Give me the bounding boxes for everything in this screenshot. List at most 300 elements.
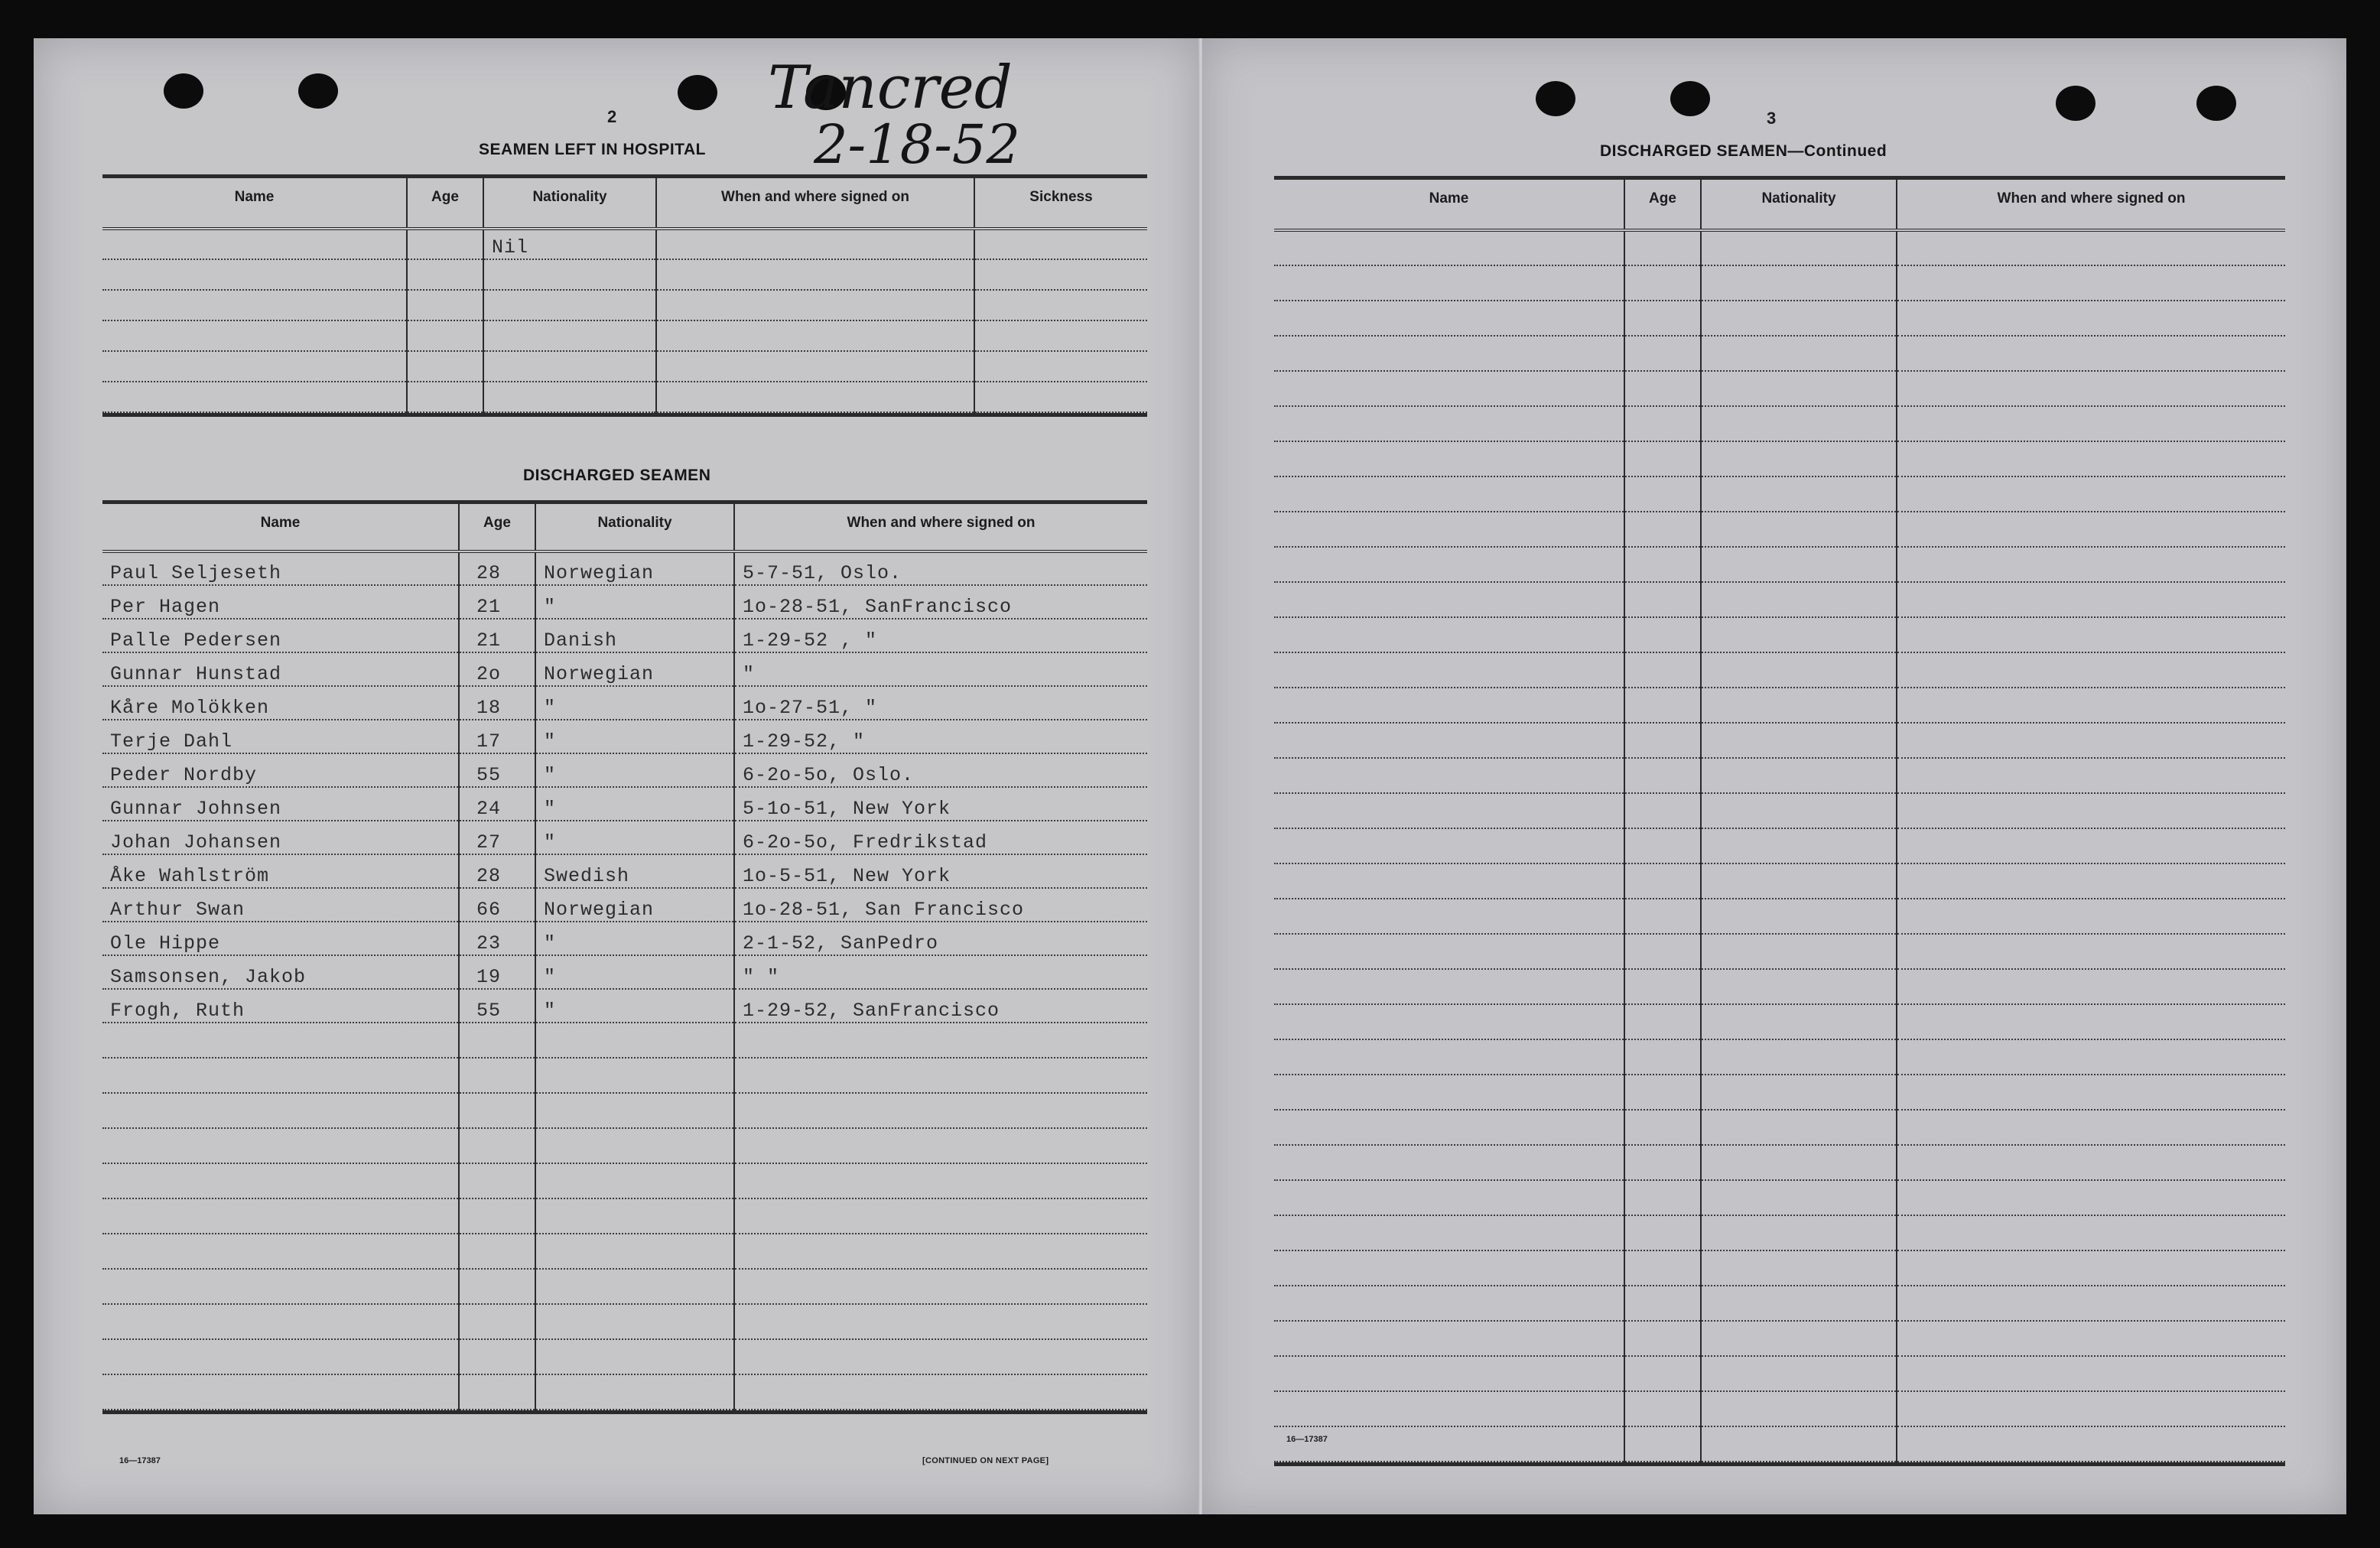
table-cell	[1897, 652, 2285, 688]
table-cell	[1897, 1215, 2285, 1250]
table-cell: Åke Wahlström	[102, 854, 459, 888]
table-cell	[483, 320, 656, 351]
table-cell	[1624, 371, 1701, 406]
table-cell	[1701, 371, 1897, 406]
table-cell: 1o-27-51, "	[734, 686, 1147, 720]
table-cell	[656, 259, 974, 290]
hospital-table	[102, 174, 1147, 417]
table-cell	[1701, 652, 1897, 688]
table-cell	[734, 1374, 1147, 1410]
table-cell	[1274, 301, 1624, 336]
table-cell: 55	[459, 753, 535, 787]
table-cell	[1274, 1321, 1624, 1356]
table-cell	[1274, 476, 1624, 512]
table-cell	[102, 320, 407, 351]
table-cell	[1897, 1110, 2285, 1145]
table-row	[102, 720, 1147, 753]
table-row	[102, 382, 1147, 412]
table-bottom-rule	[1274, 1462, 2285, 1465]
table-row	[102, 1304, 1147, 1339]
table-cell	[1274, 547, 1624, 582]
table-cell	[1897, 1180, 2285, 1215]
table-cell: Swedish	[535, 854, 734, 888]
table-cell: 19	[459, 955, 535, 989]
table-row	[1274, 1426, 2285, 1462]
table-cell	[1274, 406, 1624, 441]
table-cell: Danish	[535, 619, 734, 652]
table-cell	[656, 229, 974, 259]
table-cell	[1274, 336, 1624, 371]
table-cell	[1624, 301, 1701, 336]
table-cell	[1897, 758, 2285, 793]
table-row	[102, 652, 1147, 686]
table-cell	[1274, 1145, 1624, 1180]
table-cell	[1274, 723, 1624, 758]
table-cell: 2-1-52, SanPedro	[734, 922, 1147, 955]
punch-hole	[298, 73, 338, 109]
table-cell	[1624, 265, 1701, 301]
table-cell	[974, 229, 1147, 259]
table-cell	[1897, 301, 2285, 336]
table-cell: Arthur Swan	[102, 888, 459, 922]
table-cell	[1701, 1426, 1897, 1462]
table-row	[102, 1163, 1147, 1198]
table-cell: 1-29-52, "	[734, 720, 1147, 753]
discharged-continued-table	[1274, 176, 2285, 1466]
table-row	[102, 922, 1147, 955]
col-header-age: Age	[1624, 178, 1701, 230]
table-cell	[1701, 1180, 1897, 1215]
table-cell	[459, 1058, 535, 1093]
table-row	[102, 1234, 1147, 1269]
table-row	[1274, 758, 2285, 793]
table-row	[1274, 1356, 2285, 1391]
table-cell	[1701, 828, 1897, 863]
handwritten-vessel-name: Tancred	[768, 54, 1013, 122]
form-number: 16—17387	[119, 1456, 161, 1465]
table-cell	[1274, 1004, 1624, 1039]
table-cell	[1701, 1110, 1897, 1145]
table-cell: Ole Hippe	[102, 922, 459, 955]
left-page	[34, 38, 1199, 1514]
table-cell: "	[535, 955, 734, 989]
table-cell	[1701, 1075, 1897, 1110]
table-cell	[1624, 969, 1701, 1004]
table-cell	[1701, 793, 1897, 828]
table-row	[102, 686, 1147, 720]
table-cell	[1701, 969, 1897, 1004]
table-row	[1274, 1391, 2285, 1426]
table-row	[102, 1269, 1147, 1304]
table-cell	[1274, 688, 1624, 723]
table-cell	[1701, 1215, 1897, 1250]
table-row	[102, 888, 1147, 922]
col-header-age: Age	[459, 502, 535, 551]
table-cell	[1897, 793, 2285, 828]
table-cell	[1897, 828, 2285, 863]
table-row	[1274, 793, 2285, 828]
table-cell: Norwegian	[535, 551, 734, 585]
table-cell	[1624, 1004, 1701, 1039]
table-row	[102, 619, 1147, 652]
table-cell	[1624, 828, 1701, 863]
col-header-signed-on: When and where signed on	[656, 177, 974, 229]
table-cell: "	[535, 720, 734, 753]
table-cell	[1701, 1250, 1897, 1286]
table-cell: Per Hagen	[102, 585, 459, 619]
table-cell	[1274, 1110, 1624, 1145]
table-cell	[1624, 406, 1701, 441]
table-row	[102, 1058, 1147, 1093]
table-cell	[459, 1374, 535, 1410]
table-cell: Kåre Molökken	[102, 686, 459, 720]
table-cell	[459, 1163, 535, 1198]
table-cell	[1274, 793, 1624, 828]
table-cell	[1274, 969, 1624, 1004]
table-cell: 28	[459, 854, 535, 888]
table-cell	[1701, 1286, 1897, 1321]
table-row	[102, 259, 1147, 290]
table-cell: Norwegian	[535, 888, 734, 922]
table-cell	[1624, 899, 1701, 934]
table-cell: 24	[459, 787, 535, 821]
table-cell	[1624, 617, 1701, 652]
table-row	[102, 351, 1147, 382]
table-cell	[102, 1304, 459, 1339]
page-number: 3	[1767, 109, 1777, 128]
table-cell	[535, 1304, 734, 1339]
table-row	[1274, 336, 2285, 371]
table-cell	[535, 1093, 734, 1128]
table-cell: 5-7-51, Oslo.	[734, 551, 1147, 585]
table-cell	[1624, 1286, 1701, 1321]
table-cell	[407, 259, 483, 290]
table-cell	[1897, 617, 2285, 652]
table-cell	[102, 1198, 459, 1234]
table-cell	[1897, 1426, 2285, 1462]
table-cell	[535, 1163, 734, 1198]
table-cell	[459, 1198, 535, 1234]
discharged-section-title: DISCHARGED SEAMEN	[523, 467, 711, 484]
table-cell	[1701, 1321, 1897, 1356]
table-cell	[1701, 1145, 1897, 1180]
table-cell: " "	[734, 955, 1147, 989]
table-cell	[1274, 1075, 1624, 1110]
col-header-nationality: Nationality	[535, 502, 734, 551]
table-cell	[1274, 582, 1624, 617]
table-cell	[1701, 934, 1897, 969]
table-cell: 18	[459, 686, 535, 720]
table-cell	[1624, 336, 1701, 371]
table-cell	[1274, 1215, 1624, 1250]
table-cell	[1897, 723, 2285, 758]
table-cell	[1274, 265, 1624, 301]
table-cell	[483, 382, 656, 412]
table-cell	[1897, 1145, 2285, 1180]
table-bottom-rule	[102, 1410, 1147, 1413]
table-cell: 27	[459, 821, 535, 854]
table-cell	[1274, 230, 1624, 265]
table-cell	[1624, 1356, 1701, 1391]
table-cell	[1624, 1391, 1701, 1426]
table-cell	[734, 1304, 1147, 1339]
table-cell	[1897, 1075, 2285, 1110]
table-cell	[459, 1269, 535, 1304]
table-cell	[483, 351, 656, 382]
table-cell	[734, 1128, 1147, 1163]
table-row	[102, 1093, 1147, 1128]
table-bottom-rule	[102, 412, 1147, 415]
table-row	[1274, 230, 2285, 265]
table-cell	[734, 1234, 1147, 1269]
table-cell	[407, 382, 483, 412]
table-cell	[734, 1093, 1147, 1128]
table-cell	[102, 1163, 459, 1198]
table-cell	[1897, 336, 2285, 371]
col-header-signed-on: When and where signed on	[734, 502, 1147, 551]
table-cell	[1701, 301, 1897, 336]
table-cell	[656, 290, 974, 320]
table-row	[1274, 934, 2285, 969]
table-cell	[1274, 828, 1624, 863]
table-cell	[535, 1058, 734, 1093]
table-cell	[1274, 863, 1624, 899]
table-cell: 6-2o-5o, Fredrikstad	[734, 821, 1147, 854]
table-row	[1274, 371, 2285, 406]
table-cell	[102, 229, 407, 259]
table-cell	[734, 1269, 1147, 1304]
table-cell	[1274, 1391, 1624, 1426]
table-cell	[459, 1093, 535, 1128]
table-cell	[1624, 441, 1701, 476]
page-number: 2	[607, 107, 617, 126]
table-cell	[535, 1128, 734, 1163]
col-header-sickness: Sickness	[974, 177, 1147, 229]
table-cell	[1274, 1180, 1624, 1215]
table-cell	[1274, 512, 1624, 547]
table-cell	[1897, 1039, 2285, 1075]
table-row	[1274, 863, 2285, 899]
table-row	[1274, 1075, 2285, 1110]
table-row	[102, 551, 1147, 585]
table-cell: 28	[459, 551, 535, 585]
table-cell	[1624, 476, 1701, 512]
table-cell: "	[535, 753, 734, 787]
col-header-signed-on: When and where signed on	[1897, 178, 2285, 230]
table-cell	[1274, 1039, 1624, 1075]
table-cell	[535, 1198, 734, 1234]
punch-hole	[1670, 81, 1710, 116]
table-row	[1274, 652, 2285, 688]
table-cell	[1274, 617, 1624, 652]
table-cell	[1624, 1075, 1701, 1110]
table-cell	[974, 351, 1147, 382]
table-row	[1274, 828, 2285, 863]
col-header-age: Age	[407, 177, 483, 229]
table-cell: "	[535, 922, 734, 955]
hospital-section-title: SEAMEN LEFT IN HOSPITAL	[479, 141, 706, 158]
table-cell	[535, 1269, 734, 1304]
table-cell	[1897, 969, 2285, 1004]
table-cell: "	[535, 989, 734, 1023]
table-cell	[974, 382, 1147, 412]
table-cell	[459, 1023, 535, 1058]
table-cell	[1897, 441, 2285, 476]
col-header-name: Name	[102, 177, 407, 229]
table-cell: Peder Nordby	[102, 753, 459, 787]
table-row	[1274, 1110, 2285, 1145]
table-cell	[1624, 1110, 1701, 1145]
col-header-name: Name	[102, 502, 459, 551]
table-row	[102, 821, 1147, 854]
table-cell	[1624, 1180, 1701, 1215]
table-cell	[1274, 441, 1624, 476]
punch-hole	[1536, 81, 1575, 116]
table-row	[1274, 1286, 2285, 1321]
table-cell	[102, 290, 407, 320]
table-cell: "	[535, 686, 734, 720]
table-cell	[1274, 1356, 1624, 1391]
table-cell	[1897, 1321, 2285, 1356]
table-cell	[656, 382, 974, 412]
table-cell: Palle Pedersen	[102, 619, 459, 652]
table-row	[1274, 1145, 2285, 1180]
table-cell	[407, 351, 483, 382]
table-row	[1274, 617, 2285, 652]
table-cell	[1897, 899, 2285, 934]
table-cell: Samsonsen, Jakob	[102, 955, 459, 989]
table-cell	[102, 1058, 459, 1093]
table-cell	[1624, 1321, 1701, 1356]
table-row	[1274, 1004, 2285, 1039]
table-cell	[102, 1234, 459, 1269]
table-cell	[1897, 547, 2285, 582]
table-row	[1274, 1039, 2285, 1075]
table-cell	[102, 1128, 459, 1163]
table-cell	[974, 259, 1147, 290]
table-cell	[656, 351, 974, 382]
table-cell	[1897, 1286, 2285, 1321]
table-cell: "	[734, 652, 1147, 686]
table-cell	[1274, 899, 1624, 934]
table-cell: 1-29-52 , "	[734, 619, 1147, 652]
table-cell	[407, 320, 483, 351]
table-cell	[1897, 265, 2285, 301]
table-cell	[1701, 1039, 1897, 1075]
table-cell: 1o-28-51, San Francisco	[734, 888, 1147, 922]
punch-hole	[2056, 86, 2096, 121]
table-cell: Paul Seljeseth	[102, 551, 459, 585]
table-cell: 21	[459, 619, 535, 652]
table-row	[1274, 969, 2285, 1004]
table-cell	[1624, 230, 1701, 265]
col-header-nationality: Nationality	[1701, 178, 1897, 230]
table-row	[1274, 441, 2285, 476]
table-row	[102, 989, 1147, 1023]
table-cell	[1274, 934, 1624, 969]
table-row	[102, 1374, 1147, 1410]
table-cell	[535, 1023, 734, 1058]
table-cell	[1701, 1004, 1897, 1039]
table-cell	[1701, 336, 1897, 371]
table-cell: Norwegian	[535, 652, 734, 686]
table-cell	[1274, 1250, 1624, 1286]
table-row	[102, 753, 1147, 787]
table-cell	[1701, 758, 1897, 793]
table-cell	[1624, 652, 1701, 688]
table-row	[102, 854, 1147, 888]
table-cell	[734, 1058, 1147, 1093]
table-cell: 66	[459, 888, 535, 922]
table-cell	[1897, 512, 2285, 547]
table-cell	[734, 1198, 1147, 1234]
table-cell	[1624, 758, 1701, 793]
table-row	[1274, 1321, 2285, 1356]
table-cell: "	[535, 787, 734, 821]
col-header-nationality: Nationality	[483, 177, 656, 229]
table-row	[102, 787, 1147, 821]
table-cell	[407, 290, 483, 320]
table-cell: "	[535, 585, 734, 619]
table-row	[1274, 1250, 2285, 1286]
table-cell	[1897, 1391, 2285, 1426]
table-cell	[1701, 512, 1897, 547]
table-row	[1274, 688, 2285, 723]
punch-hole	[678, 75, 717, 110]
table-cell	[1624, 688, 1701, 723]
table-cell	[734, 1163, 1147, 1198]
table-cell	[459, 1304, 535, 1339]
table-cell	[483, 290, 656, 320]
table-cell	[459, 1339, 535, 1374]
table-row	[102, 229, 1147, 259]
table-cell	[1897, 582, 2285, 617]
table-cell	[1897, 1004, 2285, 1039]
table-cell: Gunnar Johnsen	[102, 787, 459, 821]
table-row	[102, 1198, 1147, 1234]
table-cell	[734, 1339, 1147, 1374]
table-cell	[1897, 230, 2285, 265]
table-cell	[1701, 476, 1897, 512]
table-cell	[1701, 863, 1897, 899]
table-row	[1274, 899, 2285, 934]
table-cell	[1274, 758, 1624, 793]
table-cell	[102, 1269, 459, 1304]
table-cell	[1701, 441, 1897, 476]
table-row	[102, 320, 1147, 351]
table-row	[1274, 265, 2285, 301]
handwritten-date: 2-18-52	[814, 113, 1020, 176]
table-row	[1274, 723, 2285, 758]
table-cell	[1897, 863, 2285, 899]
table-cell	[1897, 476, 2285, 512]
table-cell: 1-29-52, SanFrancisco	[734, 989, 1147, 1023]
table-cell	[1701, 1391, 1897, 1426]
table-cell	[102, 1374, 459, 1410]
table-cell	[1897, 688, 2285, 723]
table-cell: 5-1o-51, New York	[734, 787, 1147, 821]
table-cell	[1701, 406, 1897, 441]
punch-hole	[164, 73, 203, 109]
table-cell	[407, 229, 483, 259]
table-cell	[459, 1234, 535, 1269]
table-cell	[1897, 934, 2285, 969]
form-number: 16—17387	[1286, 1435, 1328, 1444]
table-cell	[459, 1128, 535, 1163]
table-cell	[102, 259, 407, 290]
table-cell	[1701, 265, 1897, 301]
table-cell	[1701, 230, 1897, 265]
